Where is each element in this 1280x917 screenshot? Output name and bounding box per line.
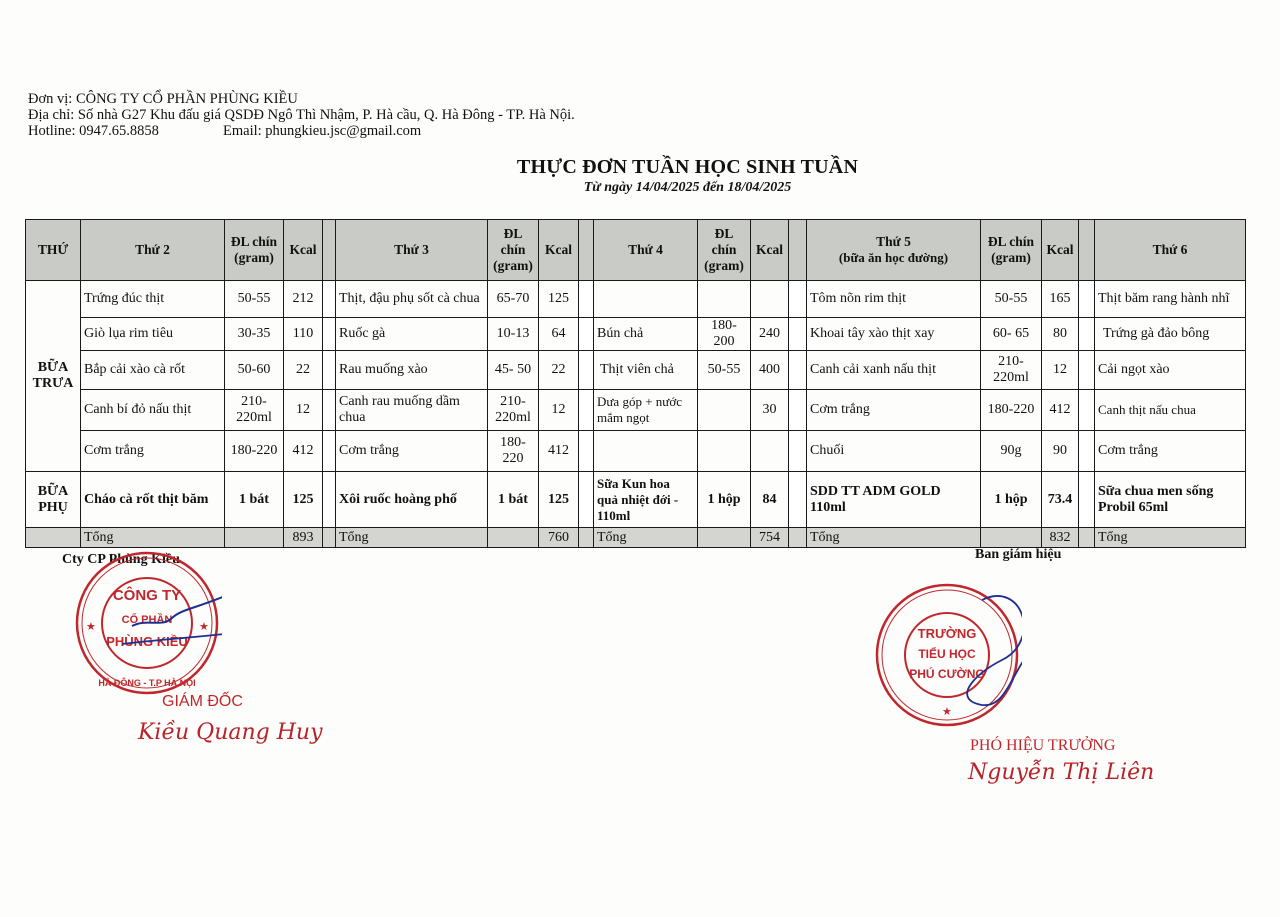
dish: Thịt, đậu phụ sốt cà chua (336, 281, 488, 318)
company-unit: Đơn vị: CÔNG TY CỔ PHẦN PHÙNG KIỀU (28, 91, 298, 107)
portion: 45- 50 (488, 351, 539, 390)
kcal: 125 (284, 472, 323, 528)
spacer (579, 351, 594, 390)
dish: Xôi ruốc hoàng phố (336, 472, 488, 528)
dish: Trứng đúc thịt (81, 281, 225, 318)
svg-text:TRƯỜNG: TRƯỜNG (917, 626, 977, 641)
date-range: Từ ngày 14/04/2025 đến 18/04/2025 (583, 180, 792, 195)
svg-text:★: ★ (86, 621, 96, 633)
spacer (789, 220, 807, 281)
spacer (1079, 220, 1095, 281)
company-stamp-icon (72, 548, 222, 698)
kcal: 64 (539, 318, 579, 351)
svg-text:CỔ PHẦN: CỔ PHẦN (121, 614, 173, 626)
kcal: 84 (751, 472, 789, 528)
kcal: 12 (1042, 351, 1079, 390)
spacer (1079, 318, 1095, 351)
spacer (323, 220, 336, 281)
dish: Canh cải xanh nấu thịt (807, 351, 981, 390)
portion: 50-55 (225, 281, 284, 318)
spacer (789, 431, 807, 472)
vice-principal-role: PHÓ HIỆU TRƯỞNG (970, 737, 1116, 754)
table-row-snack (26, 472, 1246, 528)
school-stamp-icon (872, 580, 1022, 730)
spacer (1079, 390, 1095, 431)
dish: Bắp cải xào cà rốt (81, 351, 225, 390)
col-dl: ĐL chín (gram) (981, 220, 1042, 281)
col-dl: ĐL chín (gram) (698, 220, 751, 281)
total-kcal: 754 (751, 528, 789, 548)
portion: 180-220 (488, 431, 539, 472)
director-name: Kiều Quang Huy (138, 720, 323, 745)
dish: Canh thịt nấu chua (1095, 390, 1246, 431)
spacer (579, 281, 594, 318)
spacer (1079, 281, 1095, 318)
contact-line (28, 122, 628, 140)
table-row (26, 318, 1246, 351)
dish: Giò lụa rim tiêu (81, 318, 225, 351)
col-dl: ĐL chín (gram) (225, 220, 284, 281)
dish: Khoai tây xào thịt xay (807, 318, 981, 351)
svg-text:PHÚ CƯỜNG: PHÚ CƯỜNG (909, 667, 985, 681)
total-kcal: 760 (539, 528, 579, 548)
empty-cell (26, 528, 81, 548)
spacer (789, 390, 807, 431)
kcal: 22 (284, 351, 323, 390)
svg-text:★: ★ (942, 706, 952, 718)
portion: 210-220ml (225, 390, 284, 431)
svg-text:PHÙNG KIỀU: PHÙNG KIỀU (106, 634, 188, 649)
total-label: Tổng (807, 528, 981, 548)
spacer (323, 472, 336, 528)
spacer (789, 472, 807, 528)
spacer (789, 318, 807, 351)
dish: Ruốc gà (336, 318, 488, 351)
table-row (26, 281, 1246, 318)
kcal (751, 281, 789, 318)
portion (698, 431, 751, 472)
total-label: Tổng (336, 528, 488, 548)
portion: 30-35 (225, 318, 284, 351)
kcal: 212 (284, 281, 323, 318)
dish: Cháo cà rốt thịt băm (81, 472, 225, 528)
dish: Canh rau muống dầm chua (336, 390, 488, 431)
portion: 1 hộp (698, 472, 751, 528)
portion: 1 bát (488, 472, 539, 528)
kcal: 73.4 (1042, 472, 1079, 528)
company-signature-label: Cty CP Phùng Kiều (62, 552, 180, 567)
kcal: 12 (284, 390, 323, 431)
kcal (751, 431, 789, 472)
total-kcal: 893 (284, 528, 323, 548)
spacer (579, 431, 594, 472)
spacer (323, 431, 336, 472)
empty-cell (698, 528, 751, 548)
spacer (1079, 351, 1095, 390)
vice-principal-name: Nguyễn Thị Liên (968, 760, 1155, 785)
col-thu: THỨ (26, 220, 81, 281)
dish: Dưa góp + nước mắm ngọt (594, 390, 698, 431)
total-kcal: 832 (1042, 528, 1079, 548)
portion: 210-220ml (488, 390, 539, 431)
col-kcal: Kcal (1042, 220, 1079, 281)
kcal: 165 (1042, 281, 1079, 318)
portion: 180-200 (698, 318, 751, 351)
dish: Thịt viên chả (594, 351, 698, 390)
board-label: Ban giám hiệu (975, 547, 1062, 562)
spacer (789, 281, 807, 318)
kcal: 240 (751, 318, 789, 351)
portion: 210-220ml (981, 351, 1042, 390)
total-label: Tổng (81, 528, 225, 548)
meal-lunch: BỮA TRƯA (26, 281, 81, 472)
portion: 10-13 (488, 318, 539, 351)
portion: 50-55 (698, 351, 751, 390)
dish: Trứng gà đảo bông (1095, 318, 1246, 351)
weekly-menu-table (25, 219, 1246, 548)
empty-cell (488, 528, 539, 548)
hotline: Hotline: 0947.65.8858 (28, 123, 159, 139)
kcal: 90 (1042, 431, 1079, 472)
table-row-total (26, 528, 1246, 548)
dish: Thịt băm rang hành nhĩ (1095, 281, 1246, 318)
meal-snack: BỮA PHỤ (26, 472, 81, 528)
spacer (579, 318, 594, 351)
table-row (26, 390, 1246, 431)
empty-cell (225, 528, 284, 548)
col-day-3: Thứ 3 (336, 220, 488, 281)
spacer (323, 390, 336, 431)
portion: 60- 65 (981, 318, 1042, 351)
col-day-6: Thứ 6 (1095, 220, 1246, 281)
portion: 1 hộp (981, 472, 1042, 528)
portion: 90g (981, 431, 1042, 472)
spacer (579, 220, 594, 281)
portion (698, 281, 751, 318)
col-kcal: Kcal (751, 220, 789, 281)
dish: Bún chả (594, 318, 698, 351)
dish: Cơm trắng (336, 431, 488, 472)
spacer (789, 351, 807, 390)
col-kcal: Kcal (539, 220, 579, 281)
spacer (1079, 528, 1095, 548)
portion: 50-55 (981, 281, 1042, 318)
spacer (1079, 472, 1095, 528)
table-row (26, 351, 1246, 390)
spacer (789, 528, 807, 548)
portion: 1 bát (225, 472, 284, 528)
spacer (579, 390, 594, 431)
spacer (579, 472, 594, 528)
kcal: 412 (539, 431, 579, 472)
kcal: 12 (539, 390, 579, 431)
dish: Tôm nõn rim thịt (807, 281, 981, 318)
portion (698, 390, 751, 431)
portion: 180-220 (981, 390, 1042, 431)
kcal: 125 (539, 281, 579, 318)
document-title: THỰC ĐƠN TUẦN HỌC SINH TUẦN (516, 156, 859, 178)
kcal: 400 (751, 351, 789, 390)
empty-cell (981, 528, 1042, 548)
spacer (323, 281, 336, 318)
kcal: 412 (284, 431, 323, 472)
dish: SDD TT ADM GOLD 110ml (807, 472, 981, 528)
spacer (323, 528, 336, 548)
col-day-2: Thứ 2 (81, 220, 225, 281)
svg-text:TIỂU HỌC: TIỂU HỌC (918, 647, 976, 661)
total-label: Tổng (1095, 528, 1246, 548)
total-label: Tổng (594, 528, 698, 548)
spacer (323, 318, 336, 351)
company-address: Địa chỉ: Số nhà G27 Khu đấu giá QSDĐ Ngô Thì Nhậm, P. Hà cầu, Q. Hà Đông - TP. Hà Nội. (28, 107, 575, 123)
portion: 180-220 (225, 431, 284, 472)
spacer (323, 351, 336, 390)
table-row (26, 431, 1246, 472)
kcal: 125 (539, 472, 579, 528)
kcal: 22 (539, 351, 579, 390)
spacer (579, 528, 594, 548)
dish: Cơm trắng (81, 431, 225, 472)
email: Email: phungkieu.jsc@gmail.com (223, 123, 422, 139)
svg-text:★: ★ (199, 621, 209, 633)
dish (594, 431, 698, 472)
dish: Rau muống xào (336, 351, 488, 390)
dish (594, 281, 698, 318)
header-row (26, 220, 1246, 281)
dish: Cơm trắng (807, 390, 981, 431)
dish: Cơm trắng (1095, 431, 1246, 472)
svg-text:CÔNG TY: CÔNG TY (112, 587, 182, 604)
spacer (1079, 431, 1095, 472)
col-dl: ĐL chín (gram) (488, 220, 539, 281)
dish: Cải ngọt xào (1095, 351, 1246, 390)
dish: Sữa Kun hoa quả nhiệt đới - 110ml (594, 472, 698, 528)
col-day-5 (807, 220, 981, 281)
director-role: GIÁM ĐỐC (162, 693, 243, 710)
svg-text:HÀ ĐÔNG - T.P HÀ NỘI: HÀ ĐÔNG - T.P HÀ NỘI (98, 678, 196, 688)
dish: Chuối (807, 431, 981, 472)
day-5-note: (bữa ăn học đường) (838, 250, 949, 265)
col-kcal: Kcal (284, 220, 323, 281)
portion: 65-70 (488, 281, 539, 318)
day-5-label: Thứ 5 (876, 234, 911, 249)
kcal: 30 (751, 390, 789, 431)
portion: 50-60 (225, 351, 284, 390)
col-day-4: Thứ 4 (594, 220, 698, 281)
kcal: 80 (1042, 318, 1079, 351)
dish: Sữa chua men sống Probil 65ml (1095, 472, 1246, 528)
dish: Canh bí đỏ nấu thịt (81, 390, 225, 431)
kcal: 110 (284, 318, 323, 351)
kcal: 412 (1042, 390, 1079, 431)
